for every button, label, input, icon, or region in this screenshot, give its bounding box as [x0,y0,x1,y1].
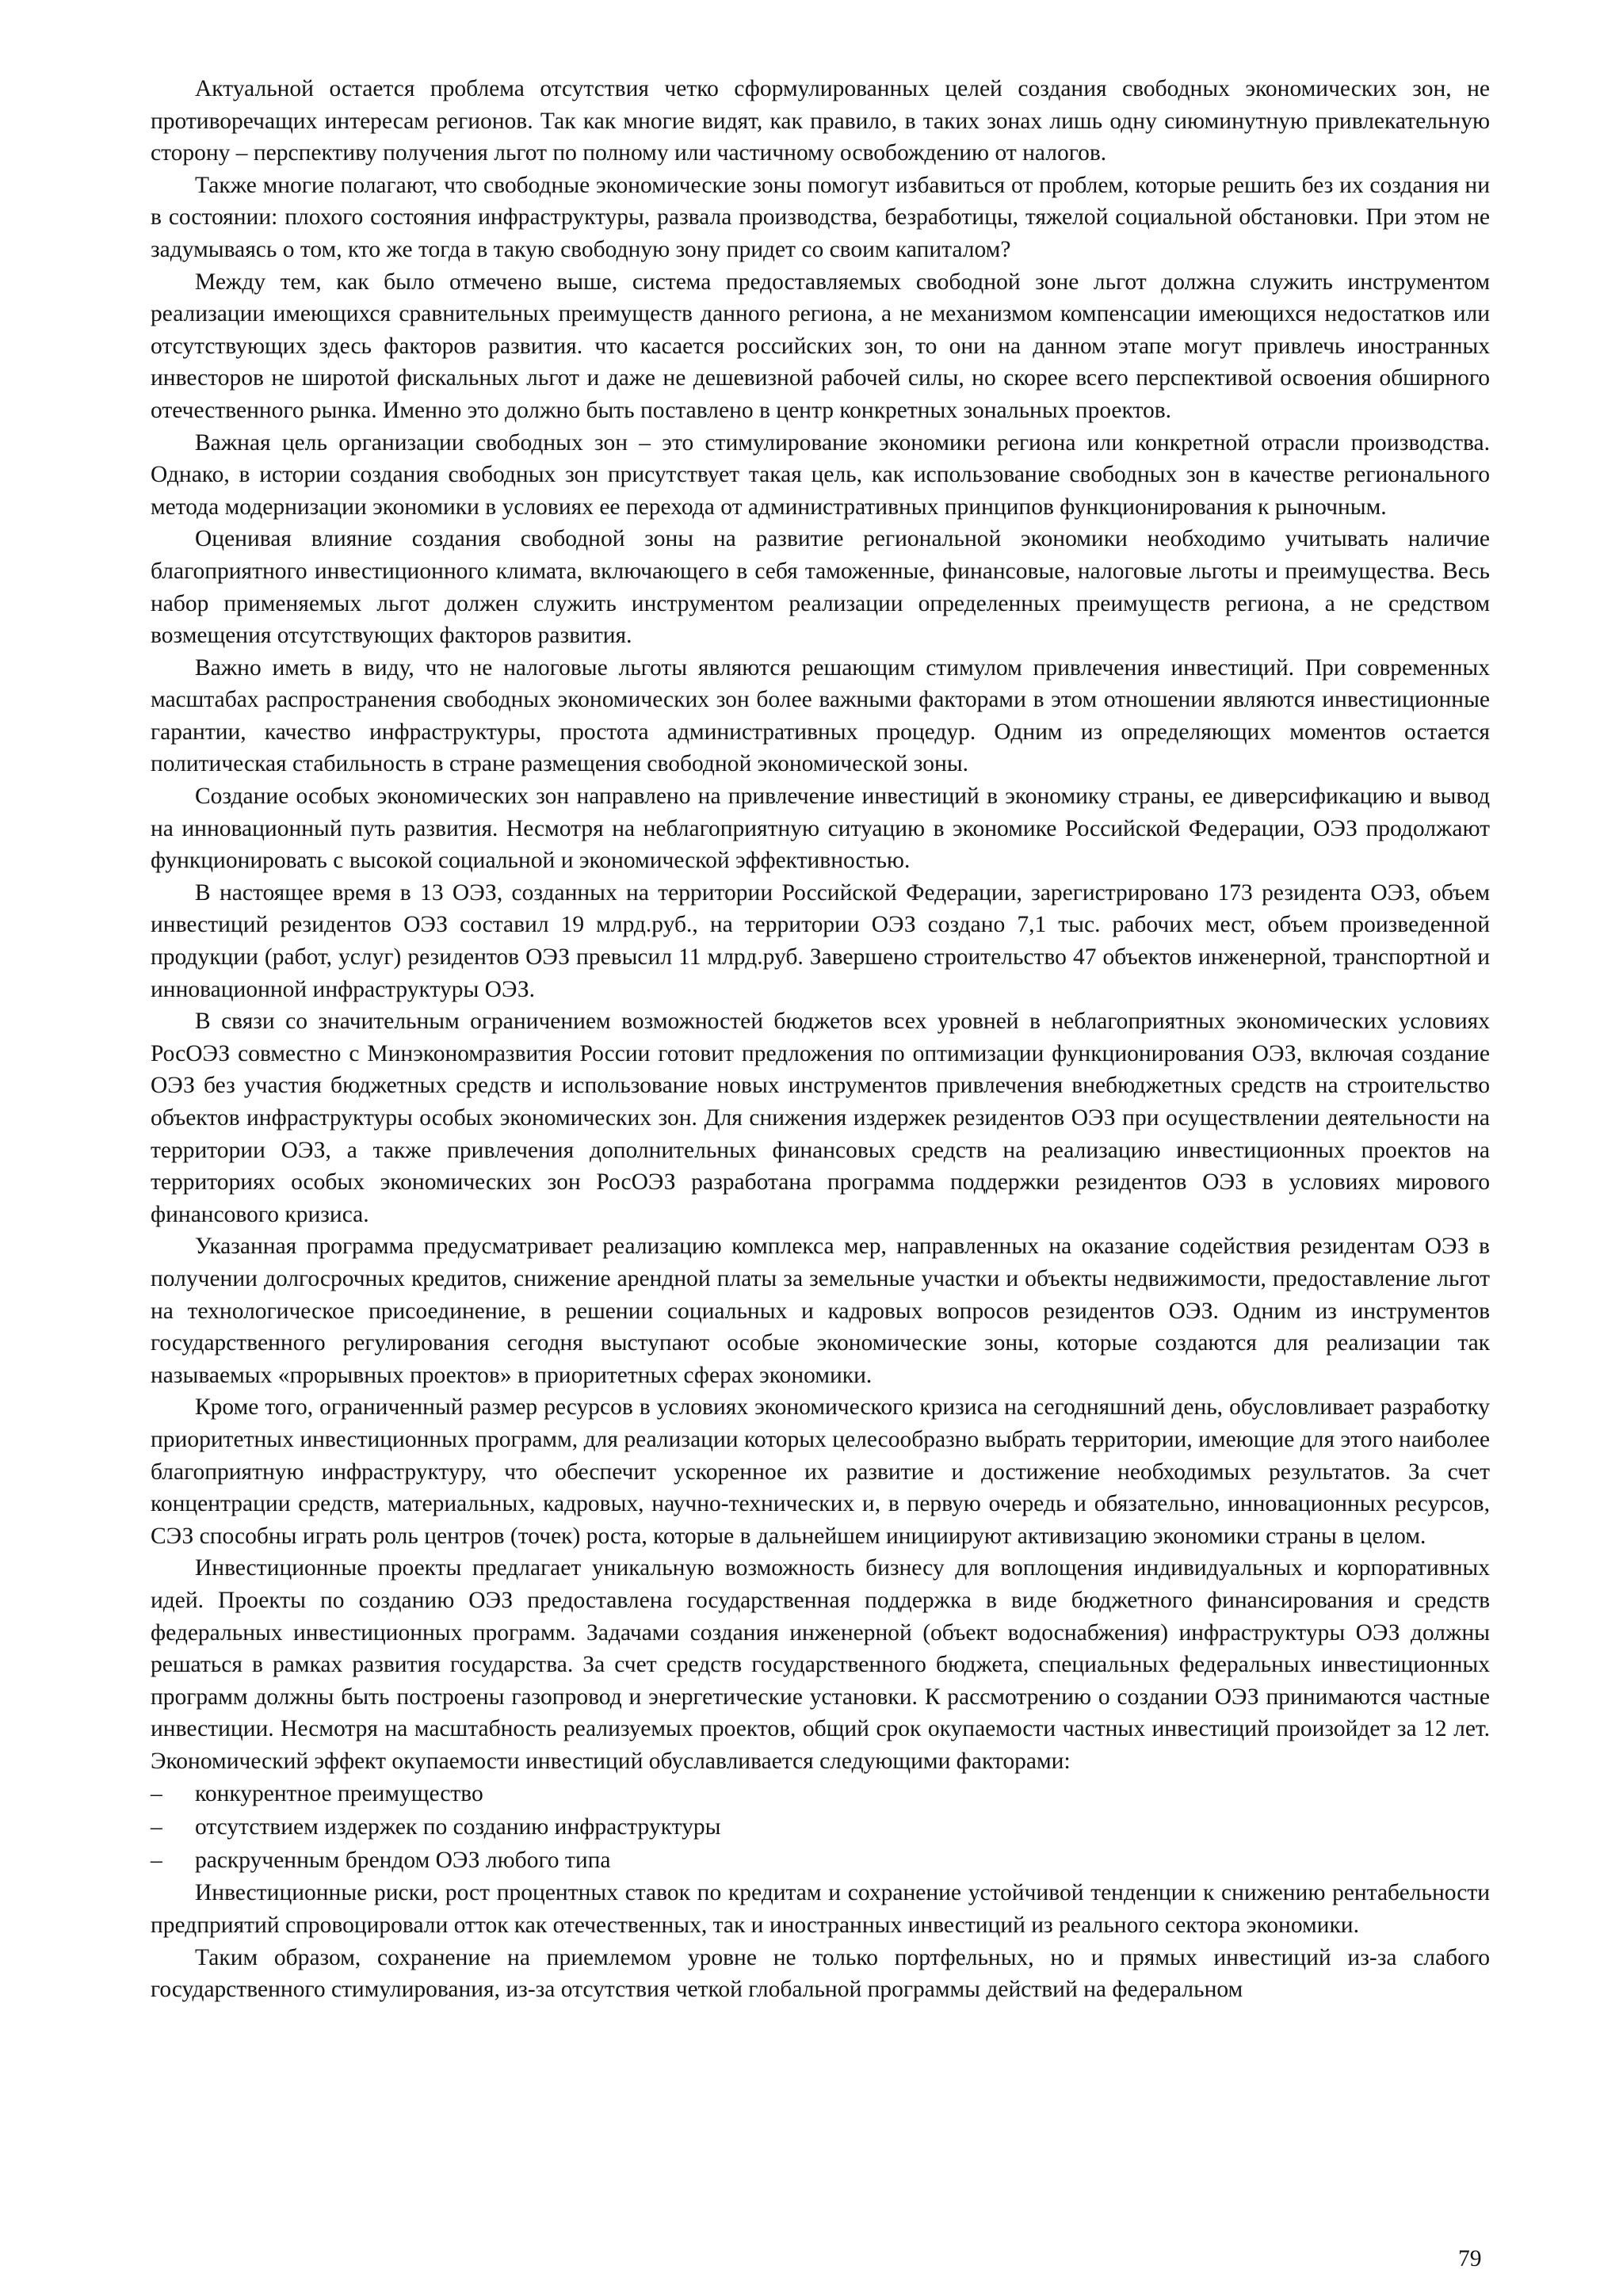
paragraph: Важная цель организации свободных зон – это стимулирование экономики региона или конкретной отрасли производства. Однако, в истории создания свободных зон присутствует такая цель, как использование свободных зон в качестве регионального метода модернизации экономики в условиях ее перехода от административных принципов функционирования к рыночным. [151,429,1490,520]
document-page [151,73,1490,2006]
factors-list [151,1777,1490,1877]
list-item-text: конкурентное преимущество [195,1781,483,1807]
list-item-text: раскрученным брендом ОЭЗ любого типа [195,1848,611,1874]
paragraph: В связи со значительным ограничением возможностей бюджетов всех уровней в неблагоприятных экономических условиях РосОЭЗ совместно с Минэкономразвития России готовит предложения по оптимизации функционирования ОЭЗ, включая создание ОЭЗ без участия бюджетных средств и использование новых инструментов привлечения внебюджетных средств на строительство объектов инфраструктуры особых экономических зон. Для снижения издержек резидентов ОЭЗ при осуществлении деятельности на территории ОЭЗ, а также привлечения дополнительных финансовых средств на реализацию инвестиционных проектов на территориях особых экономических зон РосОЭЗ разработана программа поддержки резидентов ОЭЗ в условиях мирового финансового кризиса. [151,1009,1490,1227]
paragraph: Актуальной остается проблема отсутствия четко сформулированных целей создания свободных экономических зон, не противоречащих интересам регионов. Так как многие видят, как правило, в таких зонах лишь одну сиюминутную привлекательную сторону – перспективу получения льгот по полному или частичному освобождению от налогов. [151,76,1490,166]
list-item-text: отсутствием издержек по созданию инфраструктуры [195,1814,721,1840]
paragraph: Между тем, как было отмечено выше, система предоставляемых свободной зоне льгот должна служить инструментом реализации имеющихся сравнительных преимуществ данного региона, а не механизмом компенсации имеющихся недостатков или отсутствующих здесь факторов развития. что касается российских зон, то они на данном этапе могут привлечь иностранных инвесторов не широтой фискальных льгот и даже не дешевизной рабочей силы, но скорее всего перспективой освоения обширного отечественного рынка. Именно это должно быть поставлено в центр конкретных зональных проектов. [151,269,1490,423]
paragraph: Оценивая влияние создания свободной зоны на развитие региональной экономики необходимо учитывать наличие благоприятного инвестиционного климата, включающего в себя таможенные, финансовые, налоговые льготы и преимущества. Весь набор применяемых льгот должен служить инструментом реализации определенных преимуществ региона, а не средством возмещения отсутствующих факторов развития. [151,526,1490,649]
body-text-before-list [151,73,1490,1777]
paragraph: Создание особых экономических зон направлено на привлечение инвестиций в экономику страны, ее диверсификацию и вывод на инновационный путь развития. Несмотря на неблагоприятную ситуацию в экономике Российской Федерации, ОЭЗ продолжают функционировать с высокой социальной и экономической эффективностью. [151,784,1490,874]
paragraph: Таким образом, сохранение на приемлемом уровне не только портфельных, но и прямых инвестиций из-за слабого государственного стимулирования, из-за отсутствия четкой глобальной программы действий на федеральном [151,1944,1490,2003]
paragraph: Кроме того, ограниченный размер ресурсов в условиях экономического кризиса на сегодняшний день, обусловливает разработку приоритетных инвестиционных программ, для реализации которых целесообразно выбрать территории, имеющие для этого наиболее благоприятную инфраструктуру, что обеспечит ускоренное их развитие и достижение необходимых результатов. За счет концентрации средств, материальных, кадровых, научно-технических и, в первую очередь и обязательно, инновационных ресурсов, СЭЗ способны играть роль центров (точек) роста, которые в дальнейшем инициируют активизацию экономики страны в целом. [151,1394,1490,1549]
dash-marker: – [151,1814,162,1840]
page-number: 79 [1458,2246,1482,2271]
list-item [151,1810,1490,1844]
paragraph: Важно иметь в виду, что не налоговые льготы являются решающим стимулом привлечения инвестиций. При современных масштабах распространения свободных экономических зон более важными факторами в этом отношении являются инвестиционные гарантии, качество инфраструктуры, простота административных процедур. Одним из определяющих моментов остается политическая стабильность в стране размещения свободной экономической зоны. [151,654,1490,777]
paragraph: Инвестиционные проекты предлагает уникальную возможность бизнесу для воплощения индивидуальных и корпоративных идей. Проекты по созданию ОЭЗ предоставлена государственная поддержка в виде бюджетного финансирования и средств федеральных инвестиционных программ. Задачами создания инженерной (объект водоснабжения) инфраструктуры ОЭЗ должны решаться в рамках развития государства. За счет средств государственного бюджета, специальных федеральных инвестиционных программ должны быть построены газопровод и энергетические установки. К рассмотрению о создании ОЭЗ принимаются частные инвестиции. Несмотря на масштабность реализуемых проектов, общий срок окупаемости частных инвестиций произойдет за 12 лет. Экономический эффект окупаемости инвестиций обуславливается следующими факторами: [151,1555,1490,1774]
dash-marker: – [151,1781,162,1807]
dash-marker: – [151,1848,162,1874]
body-text-after-list [151,1877,1490,2005]
list-item [151,1844,1490,1877]
list-item [151,1777,1490,1810]
paragraph: В настоящее время в 13 ОЭЗ, созданных на территории Российской Федерации, зарегистрировано 173 резидента ОЭЗ, объем инвестиций резидентов ОЭЗ составил 19 млрд.руб., на территории ОЭЗ создано 7,1 тыс. рабочих мест, объем произведенной продукции (работ, услуг) резидентов ОЭЗ превысил 11 млрд.руб. Завершено строительство 47 объектов инженерной, транспортной и инновационной инфраструктуры ОЭЗ. [151,879,1490,1002]
paragraph: Также многие полагают, что свободные экономические зоны помогут избавиться от проблем, которые решить без их создания ни в состоянии: плохого состояния инфраструктуры, развала производства, безработицы, тяжелой социальной обстановки. При этом не задумываясь о том, кто же тогда в такую свободную зону придет со своим капиталом? [151,172,1490,262]
paragraph: Указанная программа предусматривает реализацию комплекса мер, направленных на оказание содействия резидентам ОЭЗ в получении долгосрочных кредитов, снижение арендной платы за земельные участки и объекты недвижимости, предоставление льгот на технологическое присоединение, в решении социальных и кадровых вопросов резидентов ОЭЗ. Одним из инструментов государственного регулирования сегодня выступают особые экономические зоны, которые создаются для реализации так называемых «прорывных проектов» в приоритетных сферах экономики. [151,1234,1490,1388]
paragraph: Инвестиционные риски, рост процентных ставок по кредитам и сохранение устойчивой тенденции к снижению рентабельности предприятий спровоцировали отток как отечественных, так и иностранных инвестиций из реального сектора экономики. [151,1880,1490,1939]
